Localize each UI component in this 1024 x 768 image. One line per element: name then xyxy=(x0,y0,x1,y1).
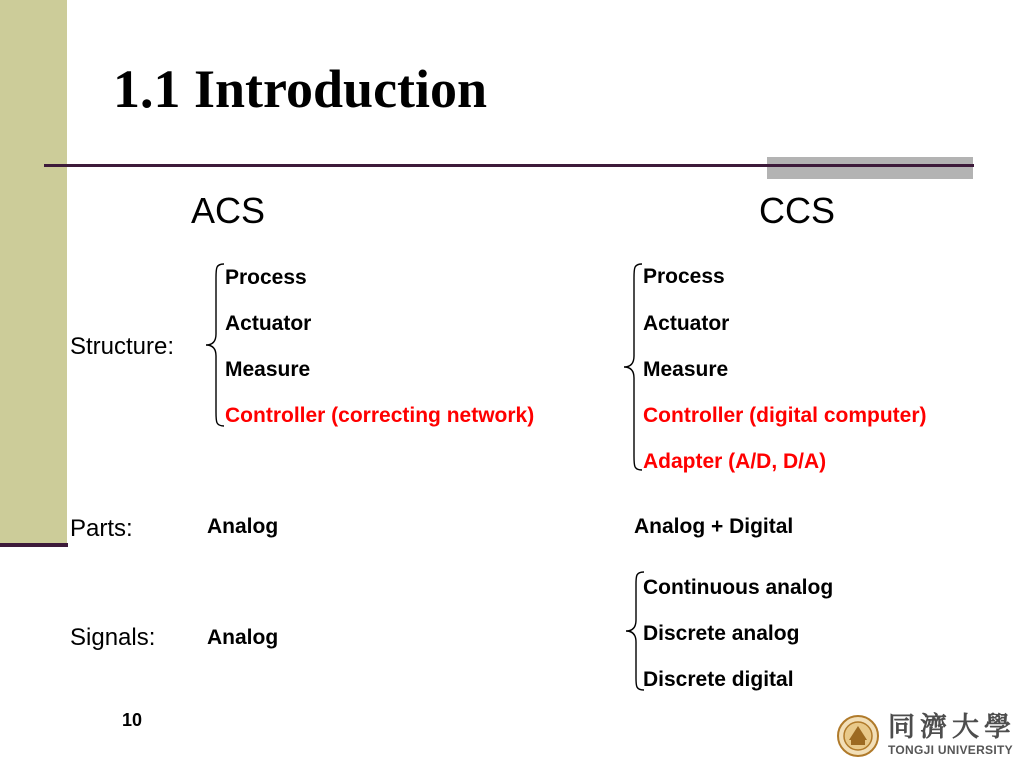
acs-parts-value: Analog xyxy=(207,515,279,538)
ccs-structure-item-process: Process xyxy=(643,265,725,288)
title-rule-accent xyxy=(767,157,973,179)
tongji-english-name: TONGJI UNIVERSITY xyxy=(888,743,1013,757)
ccs-structure-item-controller: Controller (digital computer) xyxy=(643,404,927,427)
tongji-seal-icon xyxy=(836,714,880,758)
acs-structure-item-measure: Measure xyxy=(225,358,311,381)
acs-structure-brace xyxy=(204,262,226,428)
signals-label: Signals: xyxy=(70,624,156,651)
tongji-chinese-name: 同濟大學 xyxy=(888,712,1016,743)
ccs-signals-item-discrete-analog: Discrete analog xyxy=(643,622,800,645)
structure-label: Structure: xyxy=(70,333,175,360)
ccs-parts-value: Analog + Digital xyxy=(634,515,794,538)
sidebar-underline xyxy=(0,543,68,547)
ccs-signals-item-continuous: Continuous analog xyxy=(643,576,834,599)
parts-label: Parts: xyxy=(70,515,133,542)
acs-structure-item-controller: Controller (correcting network) xyxy=(225,404,535,427)
slide-title: 1.1 Introduction xyxy=(113,59,488,119)
ccs-structure-brace xyxy=(622,262,644,472)
acs-heading: ACS xyxy=(191,190,266,231)
tongji-logo xyxy=(888,713,1018,763)
acs-signals-value: Analog xyxy=(207,626,279,649)
left-sidebar-band xyxy=(0,0,67,545)
ccs-signals-item-discrete-digital: Discrete digital xyxy=(643,668,794,691)
ccs-structure-item-measure: Measure xyxy=(643,358,729,381)
acs-structure-item-process: Process xyxy=(225,266,307,289)
title-rule xyxy=(44,164,974,167)
acs-structure-item-actuator: Actuator xyxy=(225,312,312,335)
ccs-heading: CCS xyxy=(759,190,836,231)
ccs-structure-item-actuator: Actuator xyxy=(643,312,730,335)
ccs-structure-item-adapter: Adapter (A/D, D/A) xyxy=(643,450,827,473)
page-number: 10 xyxy=(122,710,143,730)
